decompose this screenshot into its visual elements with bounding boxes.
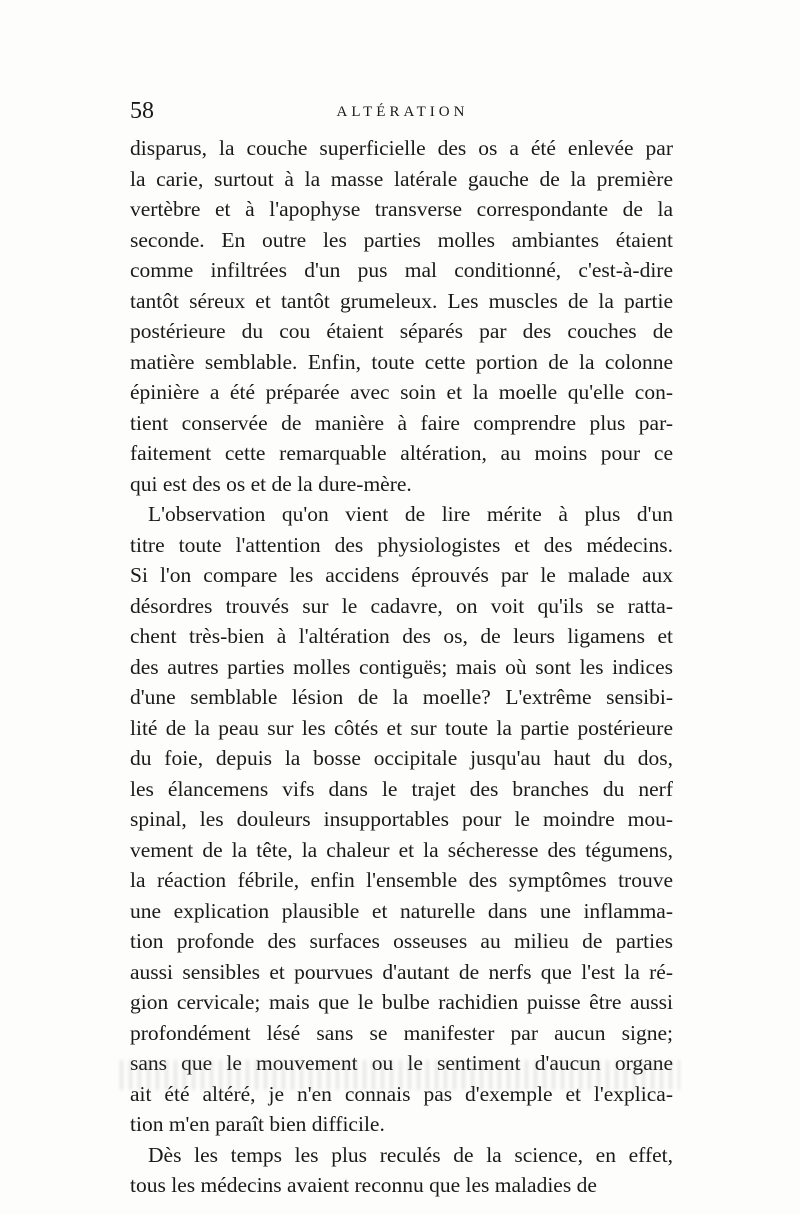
text-line: Dès les temps les plus reculés de la science, en effet, — [148, 1142, 673, 1167]
text-line: les élancemens vifs dans le trajet des branches du nerf — [130, 776, 673, 801]
text-line: qui est des os et de la dure-mère. — [130, 471, 412, 496]
text-line: chent très-bien à l'altération des os, de leurs ligamens et — [130, 624, 673, 648]
text-line: ait été altéré, je n'en connais pas d'exemple et l'explica- — [130, 1081, 673, 1106]
running-title: ALTÉRATION — [336, 104, 469, 120]
text-line: postérieure du cou étaient séparés par des couches de — [130, 319, 673, 343]
paragraph — [130, 133, 673, 499]
text-line: faitement cette remarquable altération, au moins pour ce — [130, 441, 673, 465]
text-line: tous les médecins avaient reconnu que les maladies de — [130, 1173, 597, 1197]
page-header — [130, 98, 675, 128]
text-line: titre toute l'attention des physiologistes et des médecins. — [130, 532, 673, 557]
text-line: seconde. En outre les parties molles ambiantes étaient — [130, 227, 673, 252]
bleed-through-smudge — [120, 1060, 680, 1090]
text-line: disparus, la couche superficielle des os a été enlevée par — [130, 136, 673, 160]
text-line: désordres trouvés sur le cadavre, on voit qu'ils se ratta- — [130, 593, 673, 618]
page-number: 58 — [130, 98, 154, 124]
text-line: lité de la peau sur les côtés et sur toute la partie postérieure — [130, 715, 673, 740]
text-line: comme infiltrées d'un pus mal conditionné, c'est-à-dire — [130, 258, 673, 282]
text-line: sans que le mouvement ou le sentiment d'aucun organe — [130, 1051, 673, 1075]
text-line: tion m'en paraît bien difficile. — [130, 1112, 385, 1136]
text-line: la réaction fébrile, enfin l'ensemble des symptômes trouve — [130, 868, 673, 892]
text-line: L'observation qu'on vient de lire mérite à plus d'un — [148, 502, 673, 526]
text-line: une explication plausible et naturelle dans une inflamma- — [130, 898, 673, 923]
text-line: vement de la tête, la chaleur et la sécheresse des tégumens, — [130, 837, 673, 862]
text-line: gion cervicale; mais que le bulbe rachidien puisse être aussi — [130, 990, 673, 1014]
text-line: épinière a été préparée avec soin et la moelle qu'elle con- — [130, 380, 673, 404]
paragraph — [130, 499, 673, 1140]
text-line: tion profonde des surfaces osseuses au milieu de parties — [130, 929, 673, 953]
text-line: profondément lésé sans se manifester par aucun signe; — [130, 1020, 673, 1045]
text-line: aussi sensibles et pourvues d'autant de nerfs que l'est la ré- — [130, 959, 673, 984]
text-line: la carie, surtout à la masse latérale gauche de la première — [130, 166, 673, 191]
text-line: spinal, les douleurs insupportables pour le moindre mou- — [130, 807, 673, 831]
text-line: d'une semblable lésion de la moelle? L'extrême sensibi- — [130, 685, 673, 709]
paragraph — [130, 1140, 673, 1201]
text-line: matière semblable. Enfin, toute cette portion de la colonne — [130, 349, 673, 374]
body-text — [130, 133, 673, 1201]
text-line: tient conservée de manière à faire comprendre plus par- — [130, 410, 673, 435]
text-line: Si l'on compare les accidens éprouvés par le malade aux — [130, 563, 673, 587]
text-line: tantôt séreux et tantôt grumeleux. Les muscles de la partie — [130, 288, 673, 313]
text-line: vertèbre et à l'apophyse transverse correspondante de la — [130, 197, 673, 221]
text-line: des autres parties molles contiguës; mais où sont les indices — [130, 654, 673, 679]
text-line: du foie, depuis la bosse occipitale jusqu'au haut du dos, — [130, 746, 673, 770]
